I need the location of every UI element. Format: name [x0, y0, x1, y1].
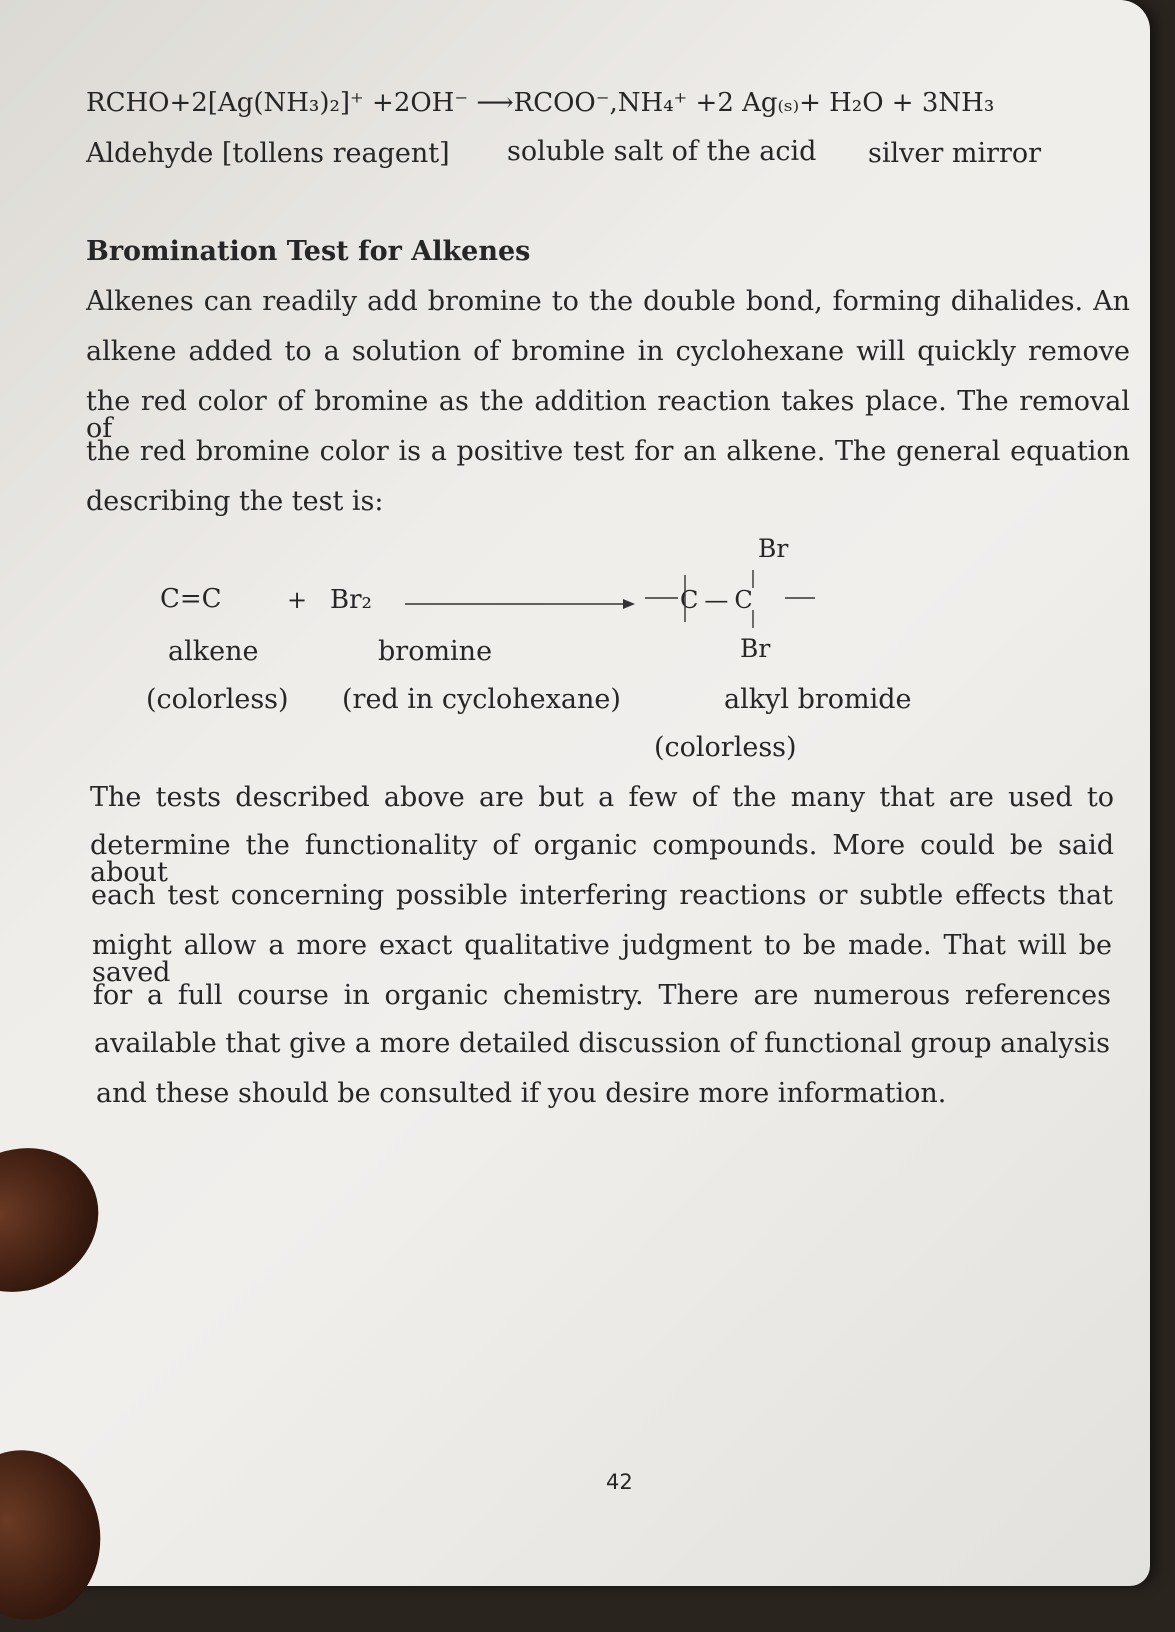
closing-line: and these should be consulted if you desire more information. — [96, 1078, 947, 1109]
label-alkene: alkene — [168, 636, 259, 667]
paragraph-line: describing the test is: — [86, 486, 384, 517]
br-top: Br — [758, 534, 789, 563]
paragraph-line: the red color of bromine as the addition reaction takes place. The removal of — [86, 386, 1130, 444]
page-number: 42 — [606, 1470, 633, 1494]
label-silver-mirror: silver mirror — [868, 138, 1042, 169]
label-alkyl-bromide: alkyl bromide — [724, 684, 912, 715]
paragraph-line: alkene added to a solution of bromine in cyclohexane will quickly remove — [86, 336, 1130, 367]
br-bottom: Br — [740, 634, 771, 663]
section-heading: Bromination Test for Alkenes — [86, 236, 531, 267]
closing-line: might allow a more exact qualitative judgment to be made. That will be saved — [92, 930, 1112, 988]
tollens-equation: RCHO+2[Ag(NH₃)₂]⁺ +2OH⁻ ⟶RCOO⁻,NH₄⁺ +2 Ag₍ₛ₎+ H₂O + 3NH₃ — [86, 88, 995, 118]
reaction-arrow — [405, 597, 635, 611]
product-bonds — [640, 560, 830, 640]
label-bromine: bromine — [378, 636, 493, 667]
closing-line: The tests described above are but a few of the many that are used to — [90, 782, 1114, 813]
paragraph-line: Alkenes can readily add bromine to the double bond, forming dihalides. An — [86, 286, 1130, 317]
closing-line: for a full course in organic chemistry. There are numerous references — [93, 980, 1111, 1011]
label-aldehyde-tollens: Aldehyde [tollens reagent] — [86, 138, 450, 169]
closing-line: available that give a more detailed discussion of functional group analysis — [94, 1028, 1110, 1059]
label-alkene-colorless: (colorless) — [146, 684, 289, 715]
closing-line: each test concerning possible interfering reactions or subtle effects that — [91, 880, 1113, 911]
closing-line: determine the functionality of organic compounds. More could be said about — [90, 830, 1114, 888]
paragraph-line: the red bromine color is a positive test for an alkene. The general equation — [86, 436, 1130, 467]
bromine-formula: Br₂ — [330, 585, 372, 615]
alkene-structure: C=C — [160, 584, 222, 614]
dibromide-product: C—C — [680, 586, 759, 614]
plus-sign: + — [287, 586, 308, 614]
label-product-colorless: (colorless) — [654, 732, 797, 763]
label-bromine-red: (red in cyclohexane) — [342, 684, 621, 715]
label-soluble-salt: soluble salt of the acid — [507, 136, 817, 167]
